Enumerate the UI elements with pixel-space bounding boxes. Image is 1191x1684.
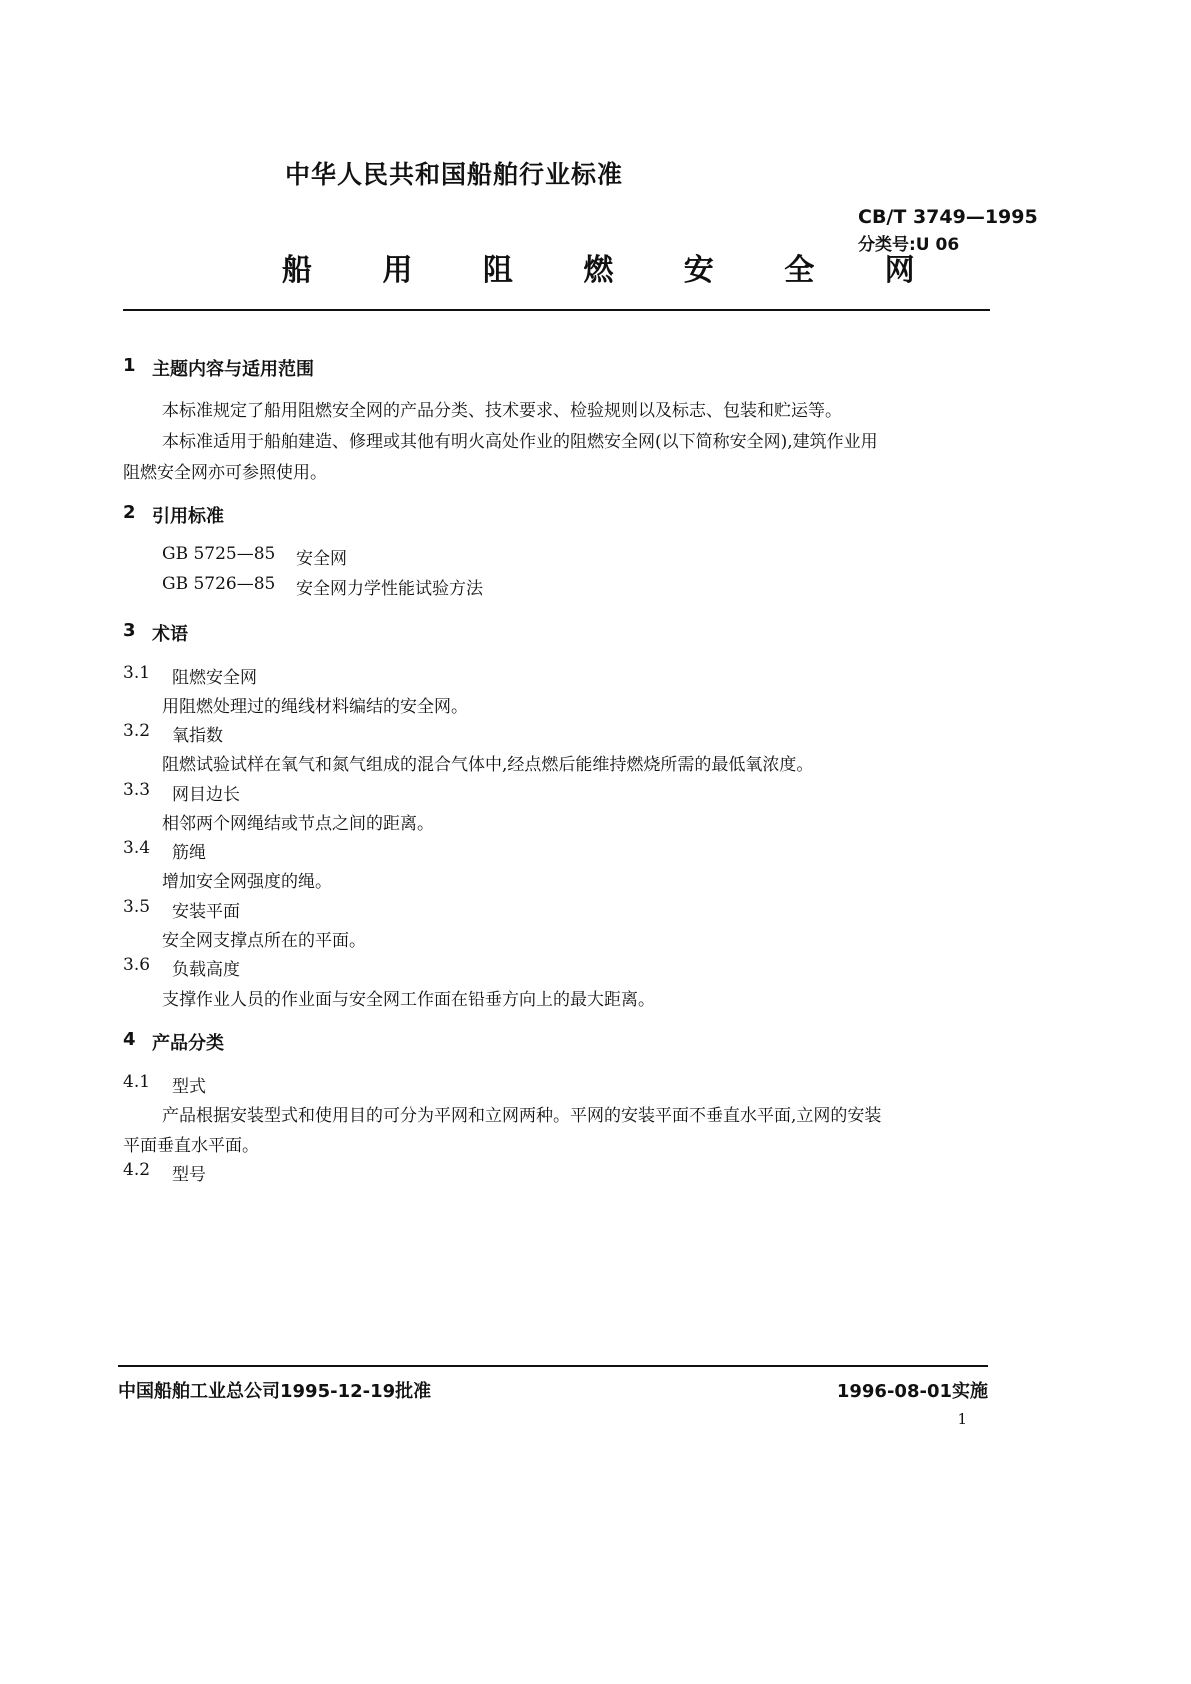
section-1-paragraph-2-line-1: 本标准适用于船舶建造、修理或其他有明火高处作业的阻燃安全网(以下简称安全网),建筑作业用 bbox=[162, 432, 878, 452]
term-number: 3.5 bbox=[123, 897, 151, 917]
subsection-4-1-title: 型式 bbox=[172, 1077, 206, 1097]
standard-code: CB/T 3749—1995 bbox=[858, 206, 1038, 228]
term-number: 3.4 bbox=[123, 838, 151, 858]
term-name: 安装平面 bbox=[172, 902, 240, 922]
reference-code: GB 5726—85 bbox=[162, 574, 276, 594]
section-4-title: 产品分类 bbox=[152, 1033, 224, 1054]
term-name: 筋绳 bbox=[172, 843, 206, 863]
term-number: 3.6 bbox=[123, 955, 151, 975]
term-name: 氧指数 bbox=[172, 726, 223, 746]
subsection-4-1-paragraph-line-1: 产品根据安装型式和使用目的可分为平网和立网两种。平网的安装平面不垂直水平面,立网的安装 bbox=[162, 1106, 882, 1126]
section-3-number: 3 bbox=[123, 620, 136, 641]
classification-number: 分类号:U 06 bbox=[858, 235, 960, 255]
term-definition: 增加安全网强度的绳。 bbox=[162, 872, 332, 892]
section-1-title: 主题内容与适用范围 bbox=[152, 359, 314, 380]
term-definition: 支撑作业人员的作业面与安全网工作面在铅垂方向上的最大距离。 bbox=[162, 990, 655, 1010]
section-2-number: 2 bbox=[123, 502, 136, 523]
section-1-paragraph-1: 本标准规定了船用阻燃安全网的产品分类、技术要求、检验规则以及标志、包装和贮运等。 bbox=[162, 401, 842, 421]
term-definition: 用阻燃处理过的绳线材料编结的安全网。 bbox=[162, 697, 468, 717]
effective-date: 1996-08-01实施 bbox=[836, 1381, 988, 1402]
subsection-4-2-title: 型号 bbox=[172, 1165, 206, 1185]
term-number: 3.1 bbox=[123, 663, 151, 683]
term-number: 3.2 bbox=[123, 721, 151, 741]
section-2-title: 引用标准 bbox=[152, 506, 224, 527]
term-name: 阻燃安全网 bbox=[172, 668, 257, 688]
term-definition: 阻燃试验试样在氧气和氮气组成的混合气体中,经点燃后能维持燃烧所需的最低氧浓度。 bbox=[162, 755, 814, 775]
section-3-title: 术语 bbox=[152, 624, 188, 645]
term-definition: 安全网支撑点所在的平面。 bbox=[162, 931, 366, 951]
term-definition: 相邻两个网绳结或节点之间的距离。 bbox=[162, 814, 434, 834]
header-organization: 中华人民共和国船舶行业标准 bbox=[285, 160, 624, 189]
reference-name: 安全网 bbox=[296, 549, 347, 569]
section-1-number: 1 bbox=[123, 355, 136, 376]
section-1-paragraph-2-line-2: 阻燃安全网亦可参照使用。 bbox=[123, 463, 327, 483]
section-4-number: 4 bbox=[123, 1029, 136, 1050]
page-number: 1 bbox=[957, 1410, 967, 1428]
header-divider bbox=[123, 309, 990, 311]
approval-statement: 中国船舶工业总公司1995-12-19批准 bbox=[118, 1381, 432, 1402]
subsection-4-2-number: 4.2 bbox=[123, 1160, 151, 1180]
reference-code: GB 5725—85 bbox=[162, 544, 276, 564]
subsection-4-1-number: 4.1 bbox=[123, 1072, 151, 1092]
subsection-4-1-paragraph-line-2: 平面垂直水平面。 bbox=[123, 1136, 259, 1156]
footer-divider bbox=[118, 1365, 988, 1367]
document-title: 船 用 阻 燃 安 全 网 bbox=[282, 253, 945, 288]
term-name: 网目边长 bbox=[172, 785, 240, 805]
term-name: 负载高度 bbox=[172, 960, 240, 980]
term-number: 3.3 bbox=[123, 780, 151, 800]
reference-name: 安全网力学性能试验方法 bbox=[296, 579, 483, 599]
